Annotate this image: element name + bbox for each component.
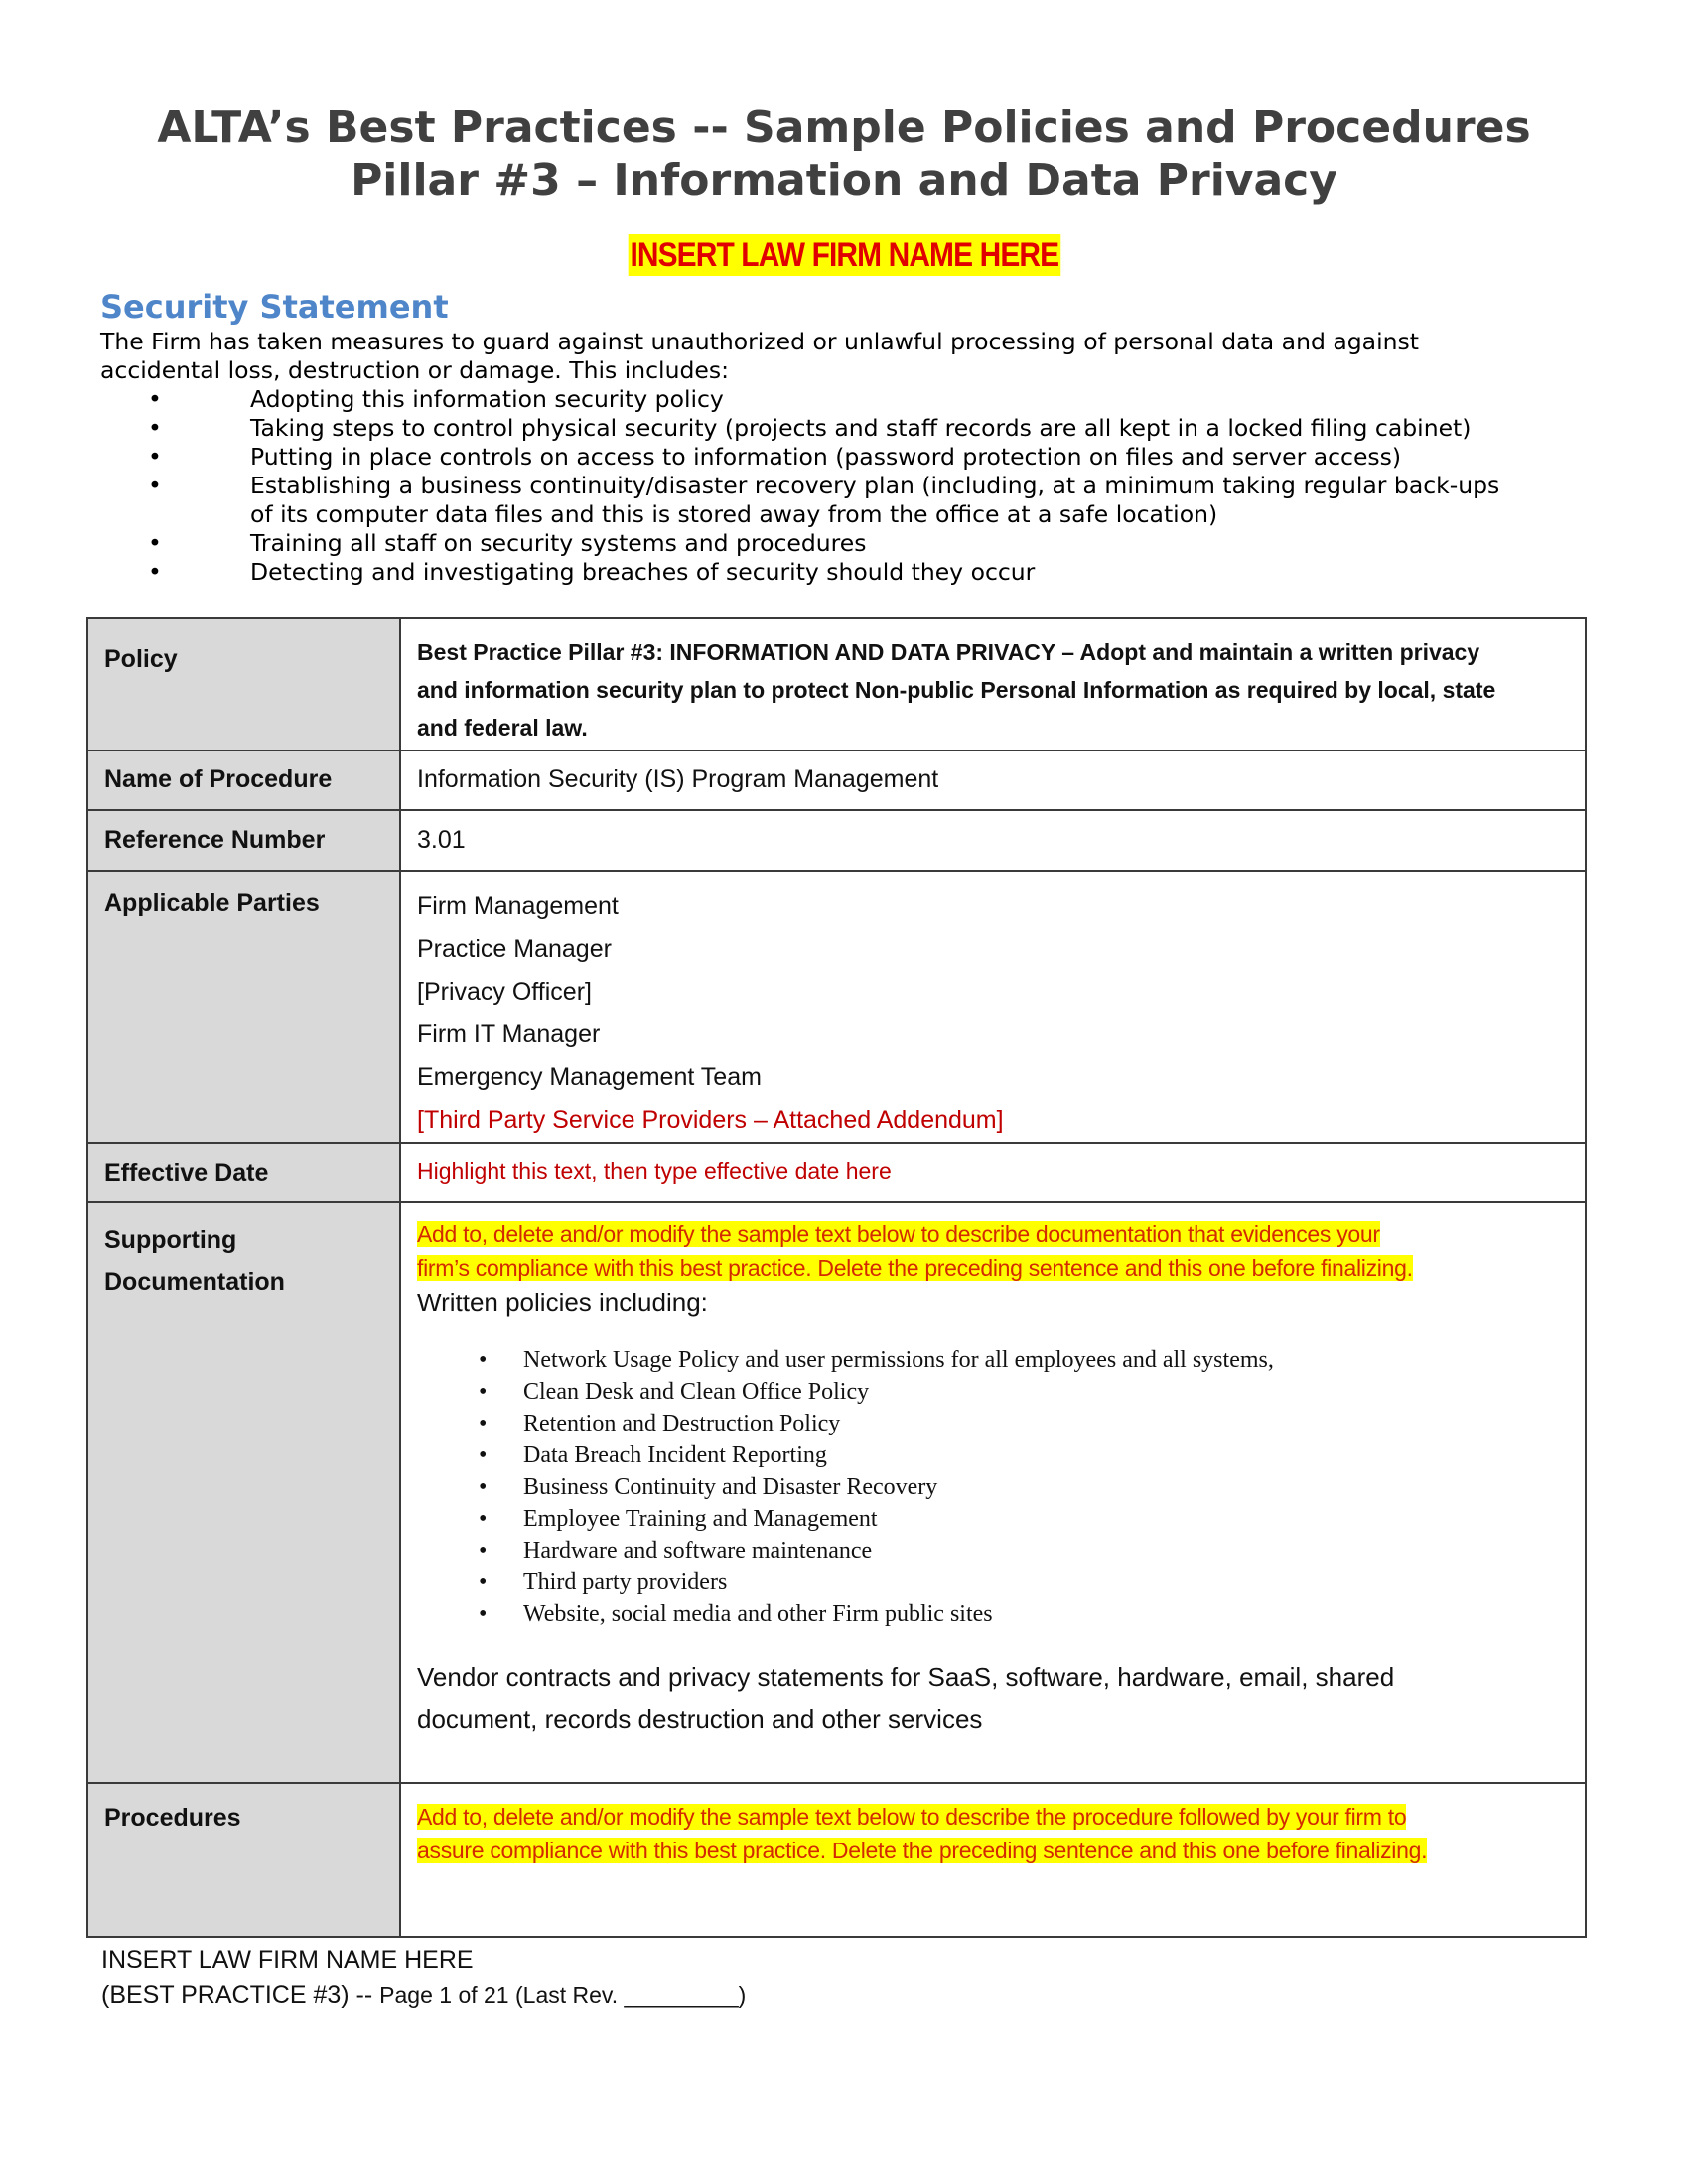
label-cell: Supporting Documentation [87, 1202, 400, 1783]
list-item: • Network Usage Policy and user permissions for all employees and all systems, [417, 1344, 1569, 1376]
procedure-name-cell[interactable]: Information Security (IS) Program Management [400, 751, 1586, 810]
table-row-policy [87, 618, 1586, 751]
page-footer [101, 1942, 746, 2013]
list-item: • Data Breach Incident Reporting [417, 1439, 1569, 1471]
party-item: Emergency Management Team [417, 1063, 762, 1091]
list-item: • Establishing a business continuity/disaster recovery plan (including, at a minimum taking regular back-ups of its computer data files and this is stored away from the office at a safe location) [148, 472, 1500, 528]
policy-text: Best Practice Pillar #3: INFORMATION AND DATA PRIVACY – Adopt and maintain a written privacy and information security plan to protect Non-public Personal Information as required by local, state and federal law. [417, 639, 1496, 741]
firm-name-banner [0, 234, 1688, 276]
bullet-icon: • [148, 558, 162, 586]
party-item: [Privacy Officer] [417, 978, 592, 1006]
vendor-contracts-text: Vendor contracts and privacy statements for SaaS, software, hardware, email, shared document, records destruction and other services [417, 1662, 1395, 1734]
security-statement-body [100, 328, 1610, 587]
document-title-line2: Pillar #3 – Information and Data Privacy [351, 155, 1337, 205]
list-item: • Retention and Destruction Policy [417, 1408, 1569, 1439]
list-item: • Training all staff on security systems and procedures [148, 529, 867, 557]
party-item: Practice Manager [417, 935, 612, 963]
bullet-icon: • [479, 1379, 488, 1405]
effective-date-placeholder[interactable]: Highlight this text, then type effective date here [417, 1159, 892, 1184]
label-cell: Effective Date [87, 1143, 400, 1202]
label-cell: Reference Number [87, 810, 400, 871]
bullet-icon: • [479, 1601, 488, 1627]
supporting-documentation-cell[interactable] [400, 1202, 1586, 1783]
list-item: • Employee Training and Management [417, 1503, 1569, 1535]
list-item: • Putting in place controls on access to information (password protection on files and server access) [148, 443, 1402, 471]
instruction-text: Add to, delete and/or modify the sample text below to describe the procedure followed by your firm to assure compliance with this best practice. Delete the preceding sentence and this one before finalizing. [417, 1804, 1428, 1863]
party-item: Firm Management [417, 892, 619, 920]
list-item: • Third party providers [417, 1567, 1569, 1598]
table-row-reference-number [87, 810, 1586, 871]
intro-line: accidental loss, destruction or damage. This includes: [100, 356, 730, 384]
third-party-addendum: [Third Party Service Providers – Attached Addendum] [417, 1106, 1004, 1134]
instruction-text: Add to, delete and/or modify the sample text below to describe documentation that evidences your firm’s compliance with this best practice. Delete the preceding sentence and this one before finalizing. [417, 1221, 1413, 1281]
label-cell: Procedures [87, 1783, 400, 1937]
procedures-cell[interactable] [400, 1783, 1586, 1937]
label-cell: Policy [87, 618, 400, 751]
written-policies-list [417, 1344, 1569, 1630]
bullet-icon: • [479, 1347, 488, 1373]
label-cell: Applicable Parties [87, 871, 400, 1143]
bullet-icon: • [479, 1506, 488, 1532]
bullet-icon: • [148, 443, 162, 471]
list-item: • Website, social media and other Firm public sites [417, 1598, 1569, 1630]
effective-date-cell[interactable] [400, 1143, 1586, 1202]
security-statement-heading: Security Statement [100, 288, 449, 326]
firm-name-placeholder[interactable]: INSERT LAW FIRM NAME HERE [630, 236, 1058, 274]
table-row-procedures [87, 1783, 1586, 1937]
list-item: • Clean Desk and Clean Office Policy [417, 1376, 1569, 1408]
policy-procedure-table [86, 617, 1587, 1938]
bullet-icon: • [148, 385, 162, 413]
table-row-supporting-documentation [87, 1202, 1586, 1783]
parties-list [417, 872, 1569, 1142]
bullet-icon: • [148, 472, 162, 499]
table-row-name-of-procedure [87, 751, 1586, 810]
bullet-icon: • [479, 1474, 488, 1500]
footer-firm-name: INSERT LAW FIRM NAME HERE [101, 1946, 474, 1974]
list-item: • Taking steps to control physical security (projects and staff records are all kept in a locked filing cabinet) [148, 414, 1472, 442]
bullet-icon: • [148, 529, 162, 557]
written-policies-label: Written policies including: [417, 1288, 708, 1317]
intro-line: The Firm has taken measures to guard against unauthorized or unlawful processing of personal data and against [100, 328, 1419, 355]
bullet-icon: • [479, 1442, 488, 1468]
list-item: • Business Continuity and Disaster Recovery [417, 1471, 1569, 1503]
table-row-applicable-parties [87, 871, 1586, 1143]
list-item: • Hardware and software maintenance [417, 1535, 1569, 1567]
policy-value-cell[interactable] [400, 618, 1586, 751]
bullet-icon: • [479, 1538, 488, 1564]
list-item: • Detecting and investigating breaches of security should they occur [148, 558, 1036, 586]
applicable-parties-cell[interactable] [400, 871, 1586, 1143]
document-title-line1: ALTA’s Best Practices -- Sample Policies and Procedures [157, 102, 1531, 153]
party-item: Firm IT Manager [417, 1021, 601, 1048]
footer-page-info: (BEST PRACTICE #3) -- Page 1 of 21 (Last Rev. _________) [101, 1981, 747, 2009]
security-measures-list [100, 385, 1610, 587]
label-cell: Name of Procedure [87, 751, 400, 810]
reference-number-cell[interactable]: 3.01 [400, 810, 1586, 871]
bullet-icon: • [479, 1411, 488, 1436]
bullet-icon: • [479, 1570, 488, 1595]
table-row-effective-date [87, 1143, 1586, 1202]
bullet-icon: • [148, 414, 162, 442]
list-item: • Adopting this information security policy [148, 385, 724, 413]
